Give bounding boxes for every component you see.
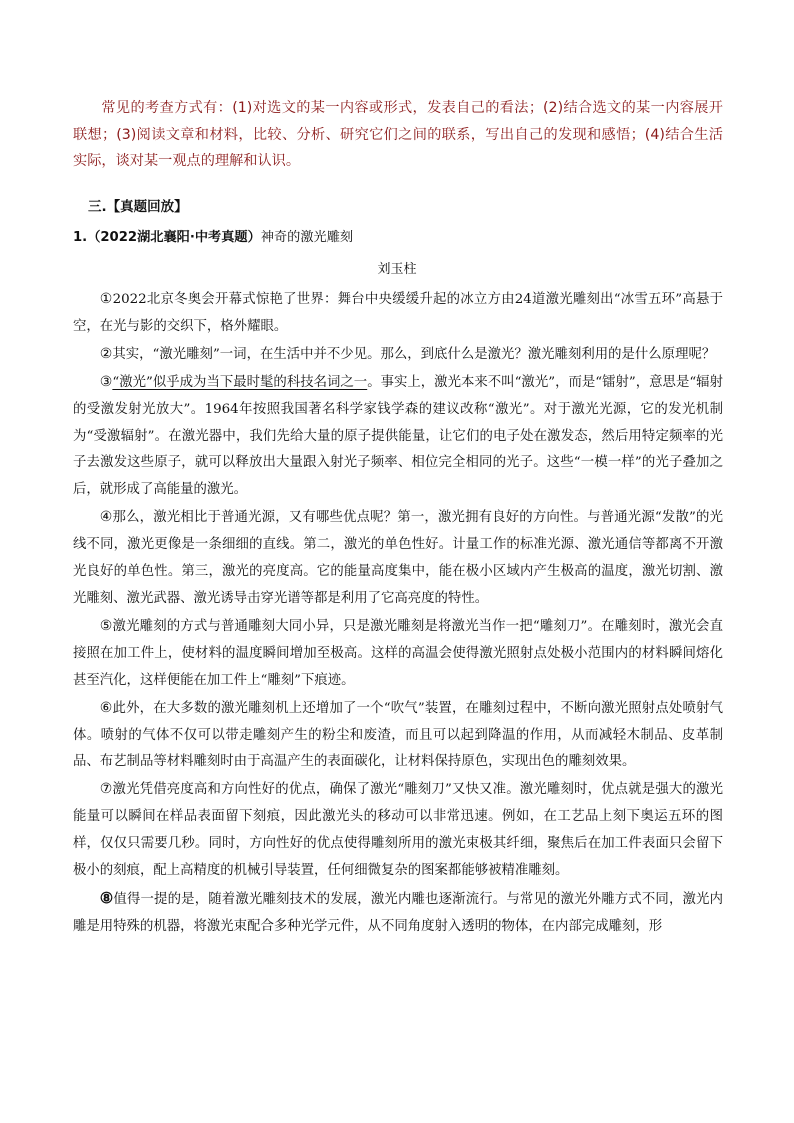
intro-text: 常见的考查方式有：(1)对选文的某一内容或形式，发表自己的看法；(2)结合选文的某一内容展开联想；(3)阅读文章和材料，比较、分析、研究它们之间的联系，写出自己的发现和感悟；(4)结合生活实际，谈对某一观点的理解和认识。: [73, 100, 723, 169]
paragraph-text: 激光凭借亮度高和方向性好的优点，确保了激光“雕刻刀”又快又准。激光雕刻时，优点就是强大的激光能量可以瞬间在样品表面留下刻痕，因此激光头的移动可以非常迅速。例如，在工艺品上刻下奥运五环的图样，仅仅只需要几秒。同时，方向性好的优点使得雕刻所用的激光束极其纤细，聚焦后在加工件表面只会留下极小的刻痕，配上高精度的机械引导装置，任何细微复杂的图案都能够被精准雕刻。: [73, 782, 723, 879]
article-author: 刘玉柱: [377, 262, 417, 277]
paragraph-3: [73, 369, 723, 505]
paragraph-text: 那么，激光相比于普通光源，又有哪些优点呢？第一，激光拥有良好的方向性。与普通光源“发散”的光线不同，激光更像是一条细细的直线。第二，激光的单色性好。计量工作的标准光源、激光通信等都离不开激光良好的单色性。第三，激光的亮度高。它的能量高度集中，能在极小区域内产生极高的温度，激光切割、激光雕刻、激光武器、激光诱导击穿光谱等都是利用了它高亮度的特性。: [73, 510, 723, 606]
paragraph-number: ①: [99, 291, 113, 307]
paragraph-1: [73, 286, 723, 341]
article-body: [73, 286, 723, 941]
article-title: 神奇的激光雕刻: [260, 230, 354, 245]
paragraph-number: ⑦: [99, 781, 113, 798]
question-heading: [73, 226, 353, 245]
paragraph-text: 。事实上，激光本来不叫“激光”，而是“镭射”，意思是“辐射的受激发射光放大”。1964年按照我国著名科学家钱学森的建议改称“激光”。对于激光光源，它的发光机制为“受激辐射”。在激光器中，我们先给大量的原子提供能量，让它们的电子处在激发态，然后用特定频率的光子去激发这些原子，就可以释放出大量跟入射光子频率、相位完全相同的光子。这些“一模一样”的光子叠加之后，就形成了高能量的激光。: [73, 374, 723, 498]
section-heading: 三.【真题回放】: [88, 199, 188, 215]
paragraph-8: [73, 885, 723, 941]
question-source: （2022湖北襄阳·中考真题）: [87, 230, 261, 245]
paragraph-text: 激光雕刻的方式与普通雕刻大同小异，只是激光雕刻是将激光当作一把“雕刻刀”。在雕刻时，激光会直接照在加工件上，使材料的温度瞬间增加至极高。这样的高温会使得激光照射点处极小范围内的材料瞬间熔化甚至汽化，这样便能在加工件上“雕刻”下痕迹。: [73, 618, 723, 688]
paragraph-number: ②: [99, 345, 113, 362]
paragraph-text: 2022北京冬奥会开幕式惊艳了世界：舞台中央缓缓升起的冰立方由24道激光雕刻出“冰雪五环”高悬于空，在光与影的交织下，格外耀眼。: [73, 292, 723, 334]
paragraph-number: ④: [99, 509, 113, 526]
paragraph-number: ③: [99, 373, 113, 390]
paragraph-text: 此外，在大多数的激光雕刻机上还增加了一个“吹气”装置，在雕刻过程中，不断向激光照射点处喷射气体。喷射的气体不仅可以带走雕刻产生的粉尘和废渣，而且可以起到降温的作用，从而减轻木制品、皮革制品、布艺制品等材料雕刻时由于高温产生的表面碳化，让材料保持原色，实现出色的雕刻效果。: [73, 700, 723, 770]
intro-paragraph: [73, 95, 723, 175]
paragraph-text: 值得一提的是，随着激光雕刻技术的发展，激光内雕也逐渐流行。与常见的激光外雕方式不同，激光内雕是用特殊的机器，将激光束配合多种光学元件，从不同角度射入透明的物体，在内部完成雕刻，形: [73, 891, 723, 934]
paragraph-2: [73, 341, 723, 369]
paragraph-4: [73, 504, 723, 613]
paragraph-number: ⑧: [99, 888, 114, 907]
underlined-sentence: “激光”似乎成为当下最时髦的科技名词之一: [112, 374, 368, 390]
paragraph-number: ⑥: [99, 699, 113, 716]
paragraph-6: [73, 695, 723, 777]
paragraph-number: ⑤: [99, 617, 113, 634]
paragraph-text: 其实，“激光雕刻”一词，在生活中并不少见。那么，到底什么是激光？激光雕刻利用的是什么原理呢？: [112, 346, 716, 362]
question-number: 1.: [73, 230, 88, 245]
paragraph-7: [73, 776, 723, 885]
paragraph-5: [73, 613, 723, 695]
